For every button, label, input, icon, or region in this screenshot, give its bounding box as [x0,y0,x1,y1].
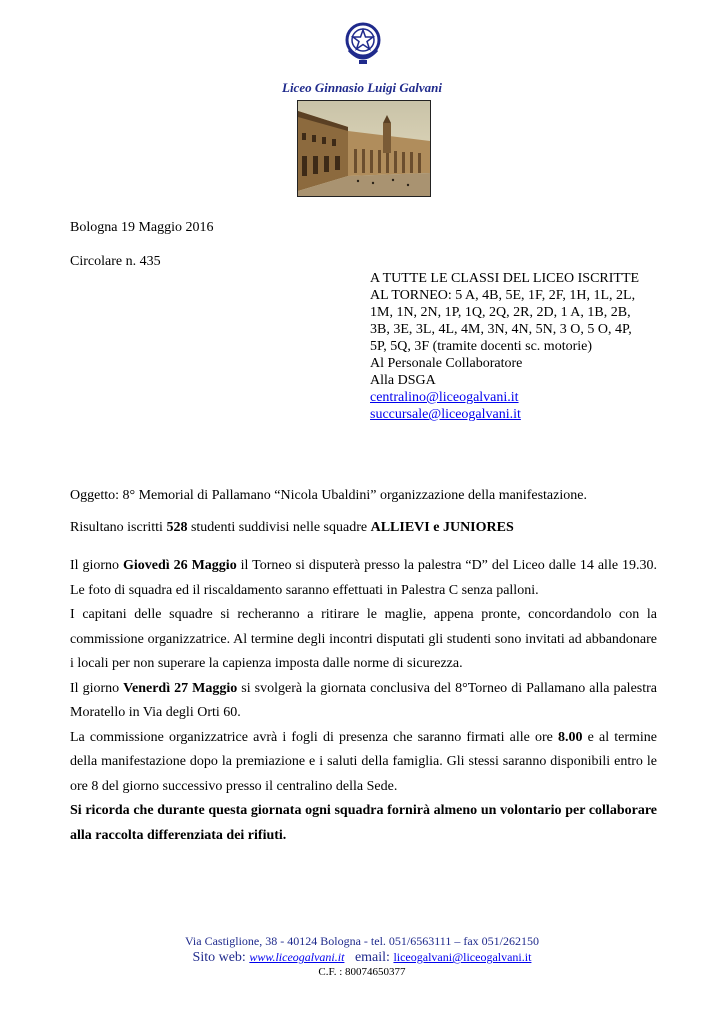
paragraph-text: il Torneo si disputerà presso la palestra “D” del Liceo dalle 14 alle 19.30. Le foto di squadra ed il riscaldamento saranno effettuati in Palestra C senza palloni. [70,558,657,598]
paragraph-text: Il giorno [70,680,124,696]
team-categories: ALLIEVI e JUNIORES [370,520,514,535]
friday-date: Venerdì 27 Maggio [123,680,238,696]
recipients-block [370,270,660,423]
recipient-line: AL TORNEO: 5 A, 4B, 5E, 1F, 2F, 1H, 1L, 2L, [370,288,636,303]
email-label: email: [344,950,394,965]
paragraph-text: si svolgerà la giornata conclusiva del 8°Torneo di Pallamano alla palestra Moratello in Via degli Orti 60. [70,680,657,720]
recipient-line: A TUTTE LE CLASSI DEL LICEO ISCRITTE [370,271,640,286]
recipient-line: Alla DSGA [370,373,436,388]
italian-republic-emblem-icon [343,20,383,68]
recipient-line: Al Personale Collaboratore [370,356,523,371]
paragraph-text: e al termine della manifestazione dopo la premiazione e i saluti della famiglia. Gli stessi saranno disponibili entro le ore 8 del giorno successivo presso il centralino della Sede. [70,729,658,794]
enrolled-text: studenti suddivisi nelle squadre [187,520,371,535]
paragraph-commission [70,726,657,800]
letter-body [70,554,657,848]
paragraph-text: La commissione organizzatrice avrà i fogli di presenza che saranno firmati alle ore [70,729,558,745]
paragraph-friday [70,677,657,726]
website-link[interactable]: www.liceogalvani.it [249,950,345,964]
email-link[interactable]: liceogalvani@liceogalvani.it [393,950,532,964]
subject-line: Oggetto: 8° Memorial di Pallamano “Nicola Ubaldini” organizzazione della manifestazione. [70,488,587,503]
enrolled-text: Risultano iscritti [70,520,167,535]
centralino-email-link[interactable]: centralino@liceogalvani.it [370,390,519,405]
paragraph-thursday [70,554,657,603]
paragraph-reminder [70,799,657,848]
footer-address: Via Castiglione, 38 - 40124 Bologna - tel. 051/6563111 – fax 051/262150 [184,934,540,948]
reminder-text: Si ricorda che durante questa giornata ogni squadra fornirà almeno un volontario per collaborare alla raccolta differenziata dei rifiuti. [70,803,657,843]
enrolled-line [70,520,514,536]
thursday-date: Giovedì 26 Maggio [123,558,237,573]
site-label: Sito web: [192,950,250,965]
letter-date: Bologna 19 Maggio 2016 [70,220,214,235]
school-building-painting-icon [297,100,431,197]
recipient-line: 1M, 1N, 2N, 1P, 1Q, 2Q, 2R, 2D, 1 A, 1B, 2B, [370,305,631,320]
paragraph-text: Il giorno [70,558,124,573]
sign-time: 8.00 [558,729,583,745]
footer-fiscal-code: C.F. : 80074650377 [318,966,406,978]
footer-contacts [0,950,724,966]
circular-number: Circolare n. 435 [70,254,161,269]
enrolled-count: 528 [166,520,188,535]
recipient-line: 5P, 5Q, 3F (tramite docenti sc. motorie) [370,339,593,354]
succursale-email-link[interactable]: succursale@liceogalvani.it [370,407,521,422]
recipient-line: 3B, 3E, 3L, 4L, 4M, 3N, 4N, 5N, 3 O, 5 O, 4P, [370,322,632,337]
school-name: Liceo Ginnasio Luigi Galvani [282,80,442,95]
paragraph-captains: I capitani delle squadre si recheranno a ritirare le maglie, appena pronte, concordandolo con la commissione organizzatrice. Al termine degli incontri disputati gli studenti sono invitati ad abbandonare i locali per non superare la capienza imposta dalle norme di sicurezza. [70,607,657,671]
